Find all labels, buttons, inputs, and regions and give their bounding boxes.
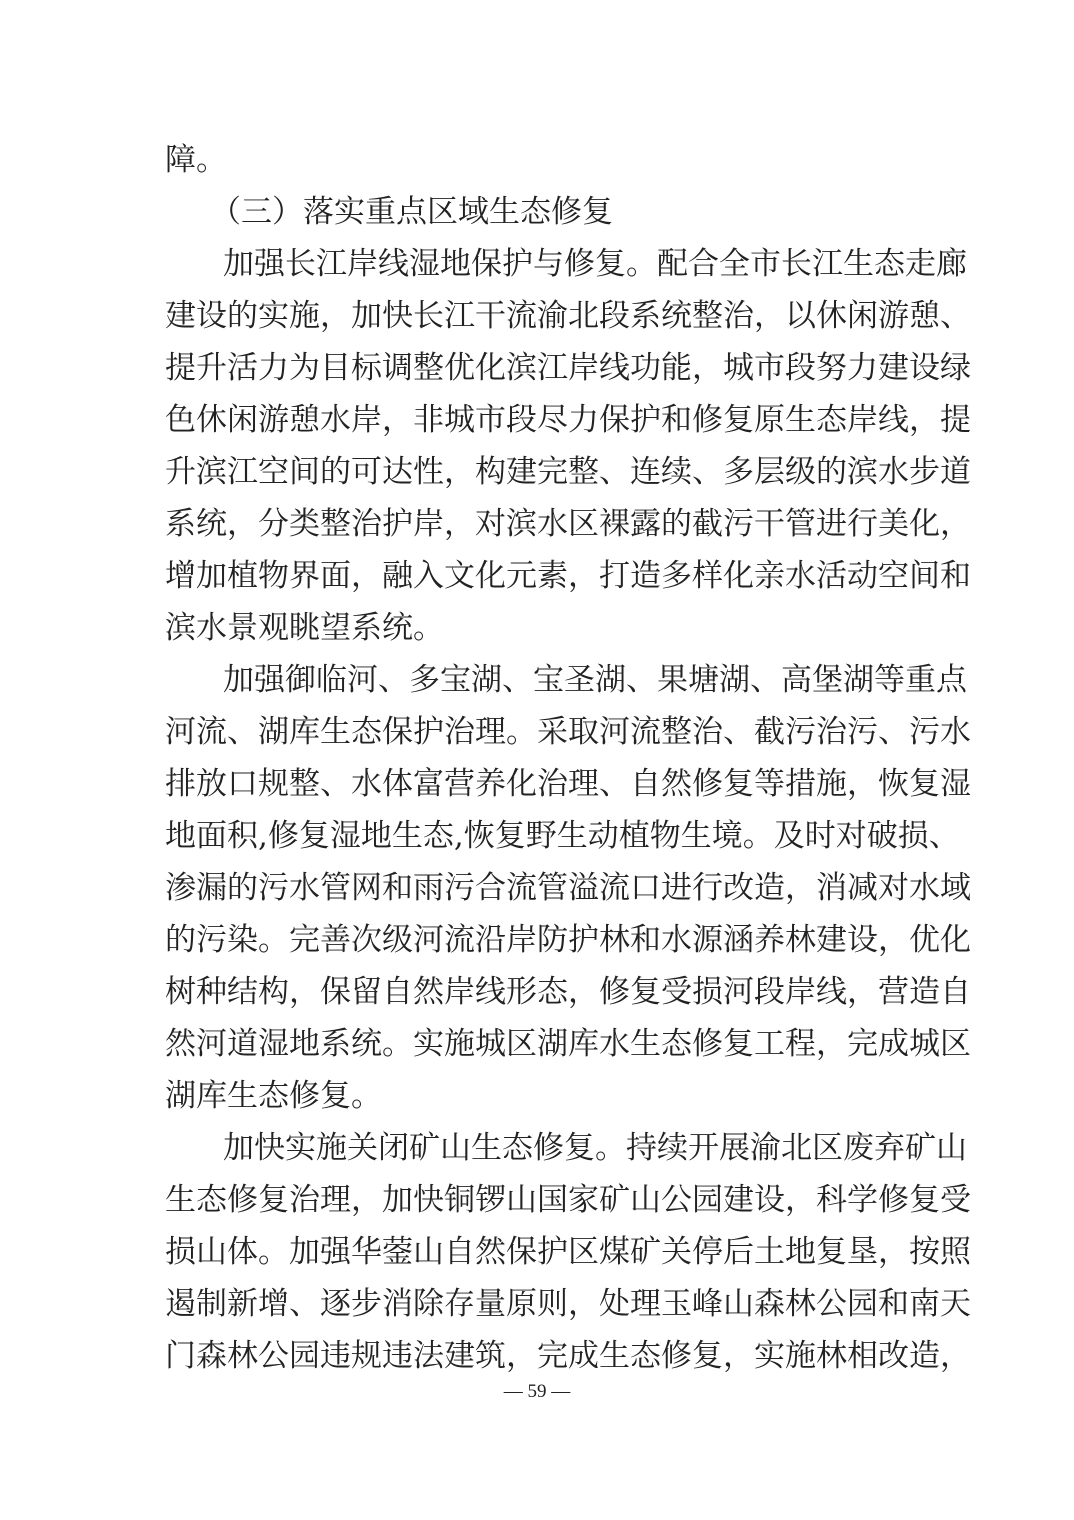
text-line: 障。 xyxy=(165,142,227,178)
text-line: 的污染。完善次级河流沿岸防护林和水源涵养林建设，优化 xyxy=(165,922,971,958)
text-line: 增加植物界面，融入文化元素，打造多样化亲水活动空间和 xyxy=(165,558,971,594)
text-line: 加强御临河、多宝湖、宝圣湖、果塘湖、高堡湖等重点 xyxy=(223,662,967,698)
text-line: 加强长江岸线湿地保护与修复。配合全市长江生态走廊 xyxy=(223,246,967,282)
text-line: 系统，分类整治护岸，对滨水区裸露的截污干管进行美化， xyxy=(165,506,971,542)
text-line: 加快实施关闭矿山生态修复。持续开展渝北区废弃矿山 xyxy=(223,1130,967,1166)
text-line: 渗漏的污水管网和雨污合流管溢流口进行改造，消减对水域 xyxy=(165,870,971,906)
text-line: 湖库生态修复。 xyxy=(165,1078,382,1114)
text-line: 河流、湖库生态保护治理。采取河流整治、截污治污、污水 xyxy=(165,714,971,750)
text-line: 地面积,修复湿地生态,恢复野生动植物生境。及时对破损、 xyxy=(165,818,960,854)
text-line: 损山体。加强华蓥山自然保护区煤矿关停后土地复垦，按照 xyxy=(165,1234,971,1270)
page-number: — 59 — xyxy=(503,1381,571,1402)
text-line: 提升活力为目标调整优化滨江岸线功能，城市段努力建设绿 xyxy=(165,350,971,386)
text-line: 滨水景观眺望系统。 xyxy=(165,610,444,646)
text-line: 树种结构，保留自然岸线形态，修复受损河段岸线，营造自 xyxy=(165,974,971,1010)
section-heading: （三）落实重点区域生态修复 xyxy=(210,194,613,230)
text-line: 升滨江空间的可达性，构建完整、连续、多层级的滨水步道 xyxy=(165,454,971,490)
text-line: 遏制新增、逐步消除存量原则，处理玉峰山森林公园和南天 xyxy=(165,1286,971,1322)
text-line: 然河道湿地系统。实施城区湖库水生态修复工程，完成城区 xyxy=(165,1026,971,1062)
text-line: 建设的实施，加快长江干流渝北段系统整治，以休闲游憩、 xyxy=(165,298,971,334)
text-line: 色休闲游憩水岸，非城市段尽力保护和修复原生态岸线，提 xyxy=(165,402,971,438)
text-line: 排放口规整、水体富营养化治理、自然修复等措施，恢复湿 xyxy=(165,766,971,802)
text-line: 门森林公园违规违法建筑，完成生态修复，实施林相改造， xyxy=(165,1338,971,1374)
text-line: 生态修复治理，加快铜锣山国家矿山公园建设，科学修复受 xyxy=(165,1182,971,1218)
